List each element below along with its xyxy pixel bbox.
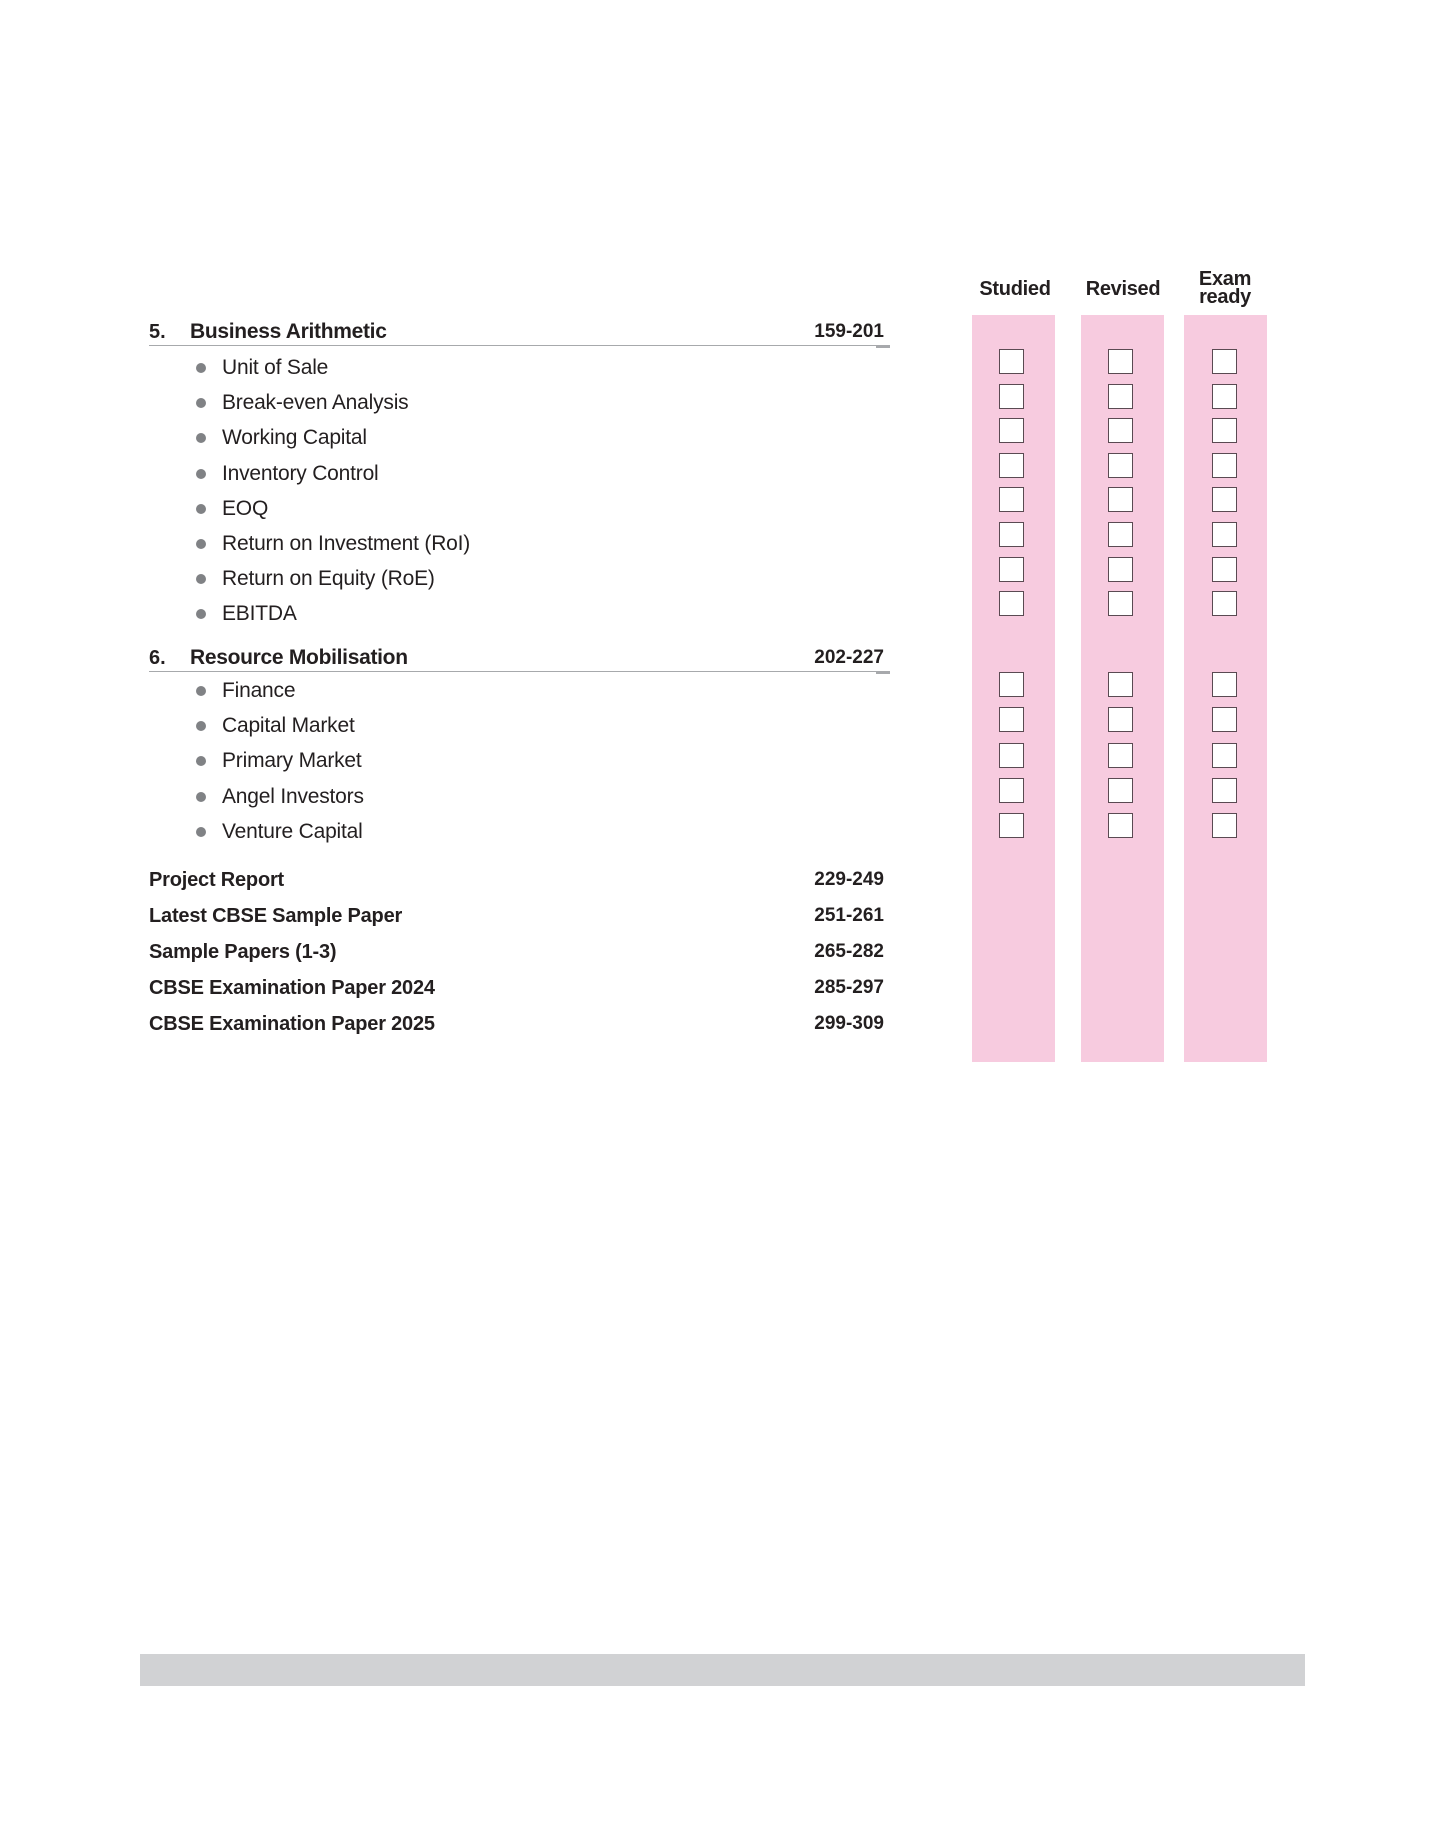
topic-label: Unit of Sale <box>222 356 329 379</box>
topic-label: EOQ <box>222 496 269 520</box>
chapter-rule-tick <box>876 345 890 348</box>
column-header-revised: Revised <box>1085 278 1161 300</box>
revised-checkbox[interactable] <box>1108 778 1133 803</box>
section-pages: 299-309 <box>814 1013 884 1034</box>
revised-checkbox[interactable] <box>1108 384 1133 409</box>
revised-checkbox[interactable] <box>1108 453 1133 478</box>
studied-checkbox[interactable] <box>999 813 1024 838</box>
topic-item <box>196 678 295 704</box>
topic-label: Angel Investors <box>222 784 364 808</box>
section-pages: 229-249 <box>814 869 884 890</box>
bullet-icon <box>196 363 206 373</box>
exam-ready-checkbox[interactable] <box>1212 591 1237 616</box>
bullet-icon <box>196 792 206 802</box>
topic-item <box>196 496 268 522</box>
section-title: CBSE Examination Paper 2025 <box>149 1013 435 1035</box>
revised-checkbox[interactable] <box>1108 418 1133 443</box>
topic-item <box>196 601 297 627</box>
topic-item <box>196 390 408 416</box>
studied-checkbox[interactable] <box>999 418 1024 443</box>
studied-checkbox[interactable] <box>999 743 1024 768</box>
topic-item <box>196 531 470 557</box>
bullet-icon <box>196 398 206 408</box>
chapter-title: Resource Mobilisation <box>190 646 408 669</box>
topic-item <box>196 784 364 810</box>
footer-bar <box>140 1654 1305 1686</box>
column-header-studied: Studied <box>979 278 1051 300</box>
exam-ready-checkbox[interactable] <box>1212 707 1237 732</box>
topic-label: Return on Equity (RoE) <box>222 567 435 591</box>
topic-label: Break-even Analysis <box>222 391 409 415</box>
section-pages: 251-261 <box>814 905 884 926</box>
topic-item <box>196 566 435 592</box>
revised-checkbox[interactable] <box>1108 813 1133 838</box>
exam-ready-checkbox[interactable] <box>1212 384 1237 409</box>
exam-ready-checkbox[interactable] <box>1212 349 1237 374</box>
exam-ready-checkbox[interactable] <box>1212 743 1237 768</box>
section-pages: 265-282 <box>814 941 884 962</box>
revised-checkbox[interactable] <box>1108 522 1133 547</box>
column-header-exam-ready <box>1175 270 1275 306</box>
exam-ready-checkbox[interactable] <box>1212 453 1237 478</box>
bullet-icon <box>196 609 206 619</box>
topic-item <box>196 461 379 487</box>
topic-item <box>196 748 362 774</box>
studied-checkbox[interactable] <box>999 453 1024 478</box>
topic-label: Capital Market <box>222 714 355 738</box>
bullet-icon <box>196 539 206 549</box>
studied-checkbox[interactable] <box>999 591 1024 616</box>
topic-label: Venture Capital <box>222 819 363 843</box>
topic-label: Return on Investment (RoI) <box>222 532 471 555</box>
topic-label: Inventory Control <box>222 461 379 485</box>
studied-checkbox[interactable] <box>999 557 1024 582</box>
exam-ready-checkbox[interactable] <box>1212 522 1237 547</box>
studied-checkbox[interactable] <box>999 349 1024 374</box>
revised-checkbox[interactable] <box>1108 672 1133 697</box>
bullet-icon <box>196 827 206 837</box>
chapter-number: 6. <box>149 647 166 669</box>
bullet-icon <box>196 574 206 584</box>
exam-ready-checkbox[interactable] <box>1212 487 1237 512</box>
revised-checkbox[interactable] <box>1108 487 1133 512</box>
section-title: CBSE Examination Paper 2024 <box>149 977 435 999</box>
studied-checkbox[interactable] <box>999 522 1024 547</box>
topic-item <box>196 819 363 845</box>
bullet-icon <box>196 433 206 443</box>
revised-checkbox[interactable] <box>1108 591 1133 616</box>
studied-checkbox[interactable] <box>999 672 1024 697</box>
chapter-rule-tick <box>876 671 890 674</box>
topic-item <box>196 713 355 739</box>
topic-label: Primary Market <box>222 749 362 773</box>
exam-ready-checkbox[interactable] <box>1212 778 1237 803</box>
topic-item <box>196 355 328 381</box>
exam-ready-checkbox[interactable] <box>1212 672 1237 697</box>
column-header-exam-ready-line1: Exam <box>1198 268 1252 290</box>
bullet-icon <box>196 686 206 696</box>
bullet-icon <box>196 756 206 766</box>
studied-checkbox[interactable] <box>999 384 1024 409</box>
exam-ready-checkbox[interactable] <box>1212 418 1237 443</box>
revised-checkbox[interactable] <box>1108 707 1133 732</box>
revised-checkbox[interactable] <box>1108 743 1133 768</box>
studied-checkbox[interactable] <box>999 778 1024 803</box>
chapter-rule <box>149 345 890 346</box>
column-header-exam-ready-line2: ready <box>1199 286 1251 308</box>
chapter-rule <box>149 671 890 672</box>
chapter-title: Business Arithmetic <box>190 320 387 343</box>
studied-checkbox[interactable] <box>999 487 1024 512</box>
section-title: Latest CBSE Sample Paper <box>149 905 403 927</box>
studied-checkbox[interactable] <box>999 707 1024 732</box>
exam-ready-checkbox[interactable] <box>1212 813 1237 838</box>
exam-ready-checkbox[interactable] <box>1212 557 1237 582</box>
section-title: Project Report <box>149 869 285 891</box>
chapter-number: 5. <box>149 321 166 343</box>
topic-label: EBITDA <box>222 602 297 626</box>
chapter-pages: 159-201 <box>814 321 884 342</box>
topic-item <box>196 425 367 451</box>
revised-checkbox[interactable] <box>1108 557 1133 582</box>
topic-label: Finance <box>222 679 296 702</box>
revised-checkbox[interactable] <box>1108 349 1133 374</box>
chapter-pages: 202-227 <box>814 647 884 668</box>
topic-label: Working Capital <box>222 426 367 450</box>
section-pages: 285-297 <box>814 977 884 998</box>
section-title: Sample Papers (1-3) <box>149 941 337 963</box>
bullet-icon <box>196 469 206 479</box>
bullet-icon <box>196 504 206 514</box>
bullet-icon <box>196 721 206 731</box>
